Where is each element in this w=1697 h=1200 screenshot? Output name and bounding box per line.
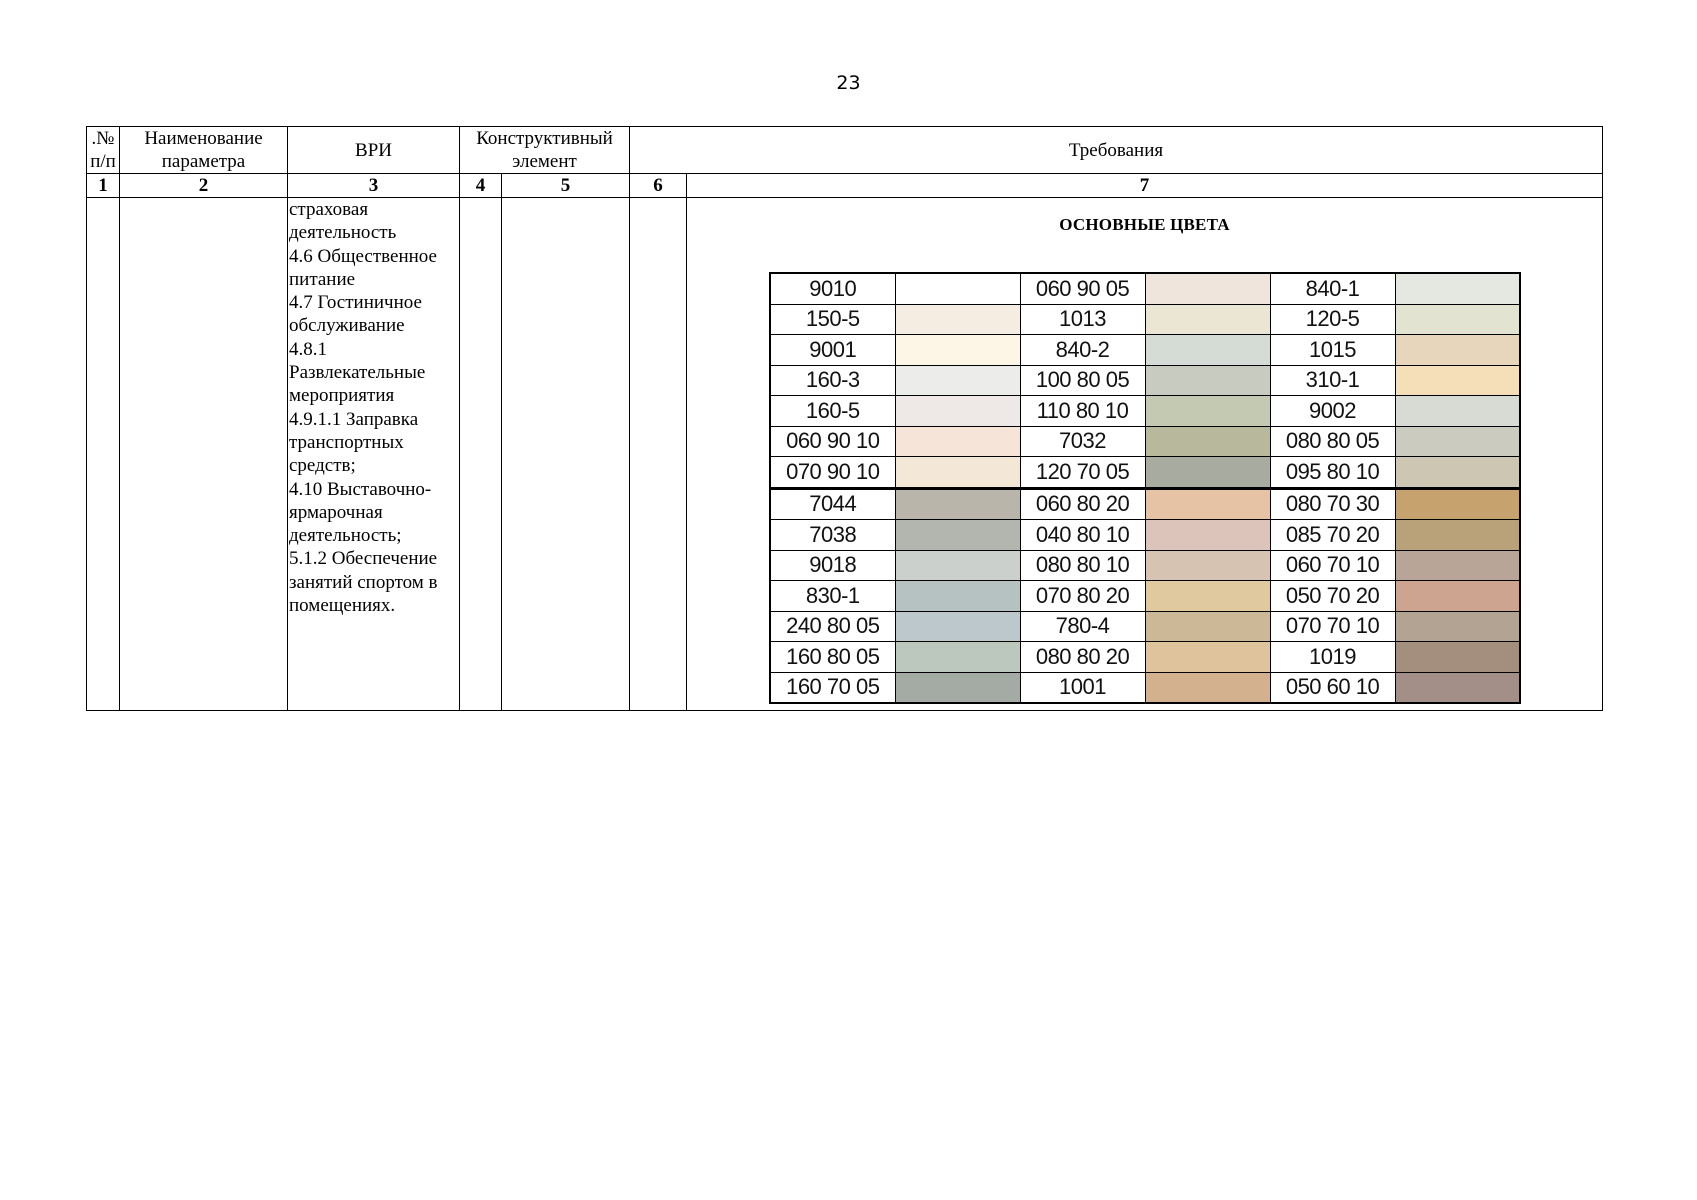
page-number: 23 [836, 72, 861, 94]
vri-cell [288, 198, 460, 711]
col-number: 6 [630, 174, 687, 198]
col-number: 3 [288, 174, 460, 198]
color-code: 840-1 [1270, 273, 1395, 304]
color-code: 060 90 10 [770, 426, 895, 457]
color-swatch [1395, 273, 1520, 304]
color-swatch [1145, 304, 1270, 335]
color-swatch [1395, 581, 1520, 612]
color-swatch [1145, 365, 1270, 396]
param-cell [120, 198, 288, 711]
header-element: Конструктивный элемент [460, 127, 630, 174]
color-code: 040 80 10 [1020, 520, 1145, 551]
col-number: 7 [687, 174, 1603, 198]
color-swatch [895, 457, 1020, 489]
color-code: 1001 [1020, 672, 1145, 703]
header-num: .№ п/п [87, 127, 120, 174]
palette-row [770, 520, 1520, 551]
palette-row [770, 457, 1520, 489]
column-number-row [87, 174, 1603, 198]
color-swatch [1395, 488, 1520, 520]
color-swatch [895, 304, 1020, 335]
color-swatch [895, 273, 1020, 304]
color-code: 160-3 [770, 365, 895, 396]
requirements-cell [687, 198, 1603, 711]
color-code: 150-5 [770, 304, 895, 335]
vri-line: Развлекательные [289, 362, 426, 384]
color-code: 840-2 [1020, 335, 1145, 366]
color-swatch [1145, 520, 1270, 551]
color-swatch [1145, 672, 1270, 703]
color-swatch [1395, 550, 1520, 581]
color-code: 060 70 10 [1270, 550, 1395, 581]
requirements-table [86, 126, 1603, 711]
vri-line: транспортных [289, 431, 404, 453]
palette-row [770, 488, 1520, 520]
color-code: 1019 [1270, 642, 1395, 673]
color-code: 070 90 10 [770, 457, 895, 489]
color-code: 160 70 05 [770, 672, 895, 703]
palette-row [770, 642, 1520, 673]
color-code: 070 70 10 [1270, 611, 1395, 642]
num-cell [87, 198, 120, 711]
color-swatch [895, 365, 1020, 396]
color-code: 080 80 20 [1020, 642, 1145, 673]
color-swatch [895, 488, 1020, 520]
color-code: 100 80 05 [1020, 365, 1145, 396]
palette-row [770, 550, 1520, 581]
color-code: 160-5 [770, 396, 895, 427]
color-code: 095 80 10 [1270, 457, 1395, 489]
color-swatch [895, 642, 1020, 673]
color-code: 9010 [770, 273, 895, 304]
vri-line: мероприятия [289, 385, 395, 407]
color-code: 310-1 [1270, 365, 1395, 396]
color-code: 160 80 05 [770, 642, 895, 673]
color-code: 7038 [770, 520, 895, 551]
color-swatch [1145, 426, 1270, 457]
palette-row [770, 611, 1520, 642]
color-swatch [895, 426, 1020, 457]
color-code: 080 80 10 [1020, 550, 1145, 581]
color-code: 780-4 [1020, 611, 1145, 642]
color-code: 1015 [1270, 335, 1395, 366]
element-cell-a [460, 198, 502, 711]
color-swatch [1145, 581, 1270, 612]
col-number: 1 [87, 174, 120, 198]
palette-row [770, 396, 1520, 427]
color-code: 060 80 20 [1020, 488, 1145, 520]
color-code: 060 90 05 [1020, 273, 1145, 304]
color-code: 050 70 20 [1270, 581, 1395, 612]
content-row [87, 198, 1603, 711]
color-swatch [1395, 520, 1520, 551]
vri-line: 5.1.2 Обеспечение [289, 548, 438, 570]
color-swatch [1395, 672, 1520, 703]
vri-line: 4.8.1 [289, 338, 327, 360]
color-swatch [1145, 457, 1270, 489]
vri-line: 4.6 Общественное [289, 245, 437, 267]
col-number: 4 [460, 174, 502, 198]
color-code: 050 60 10 [1270, 672, 1395, 703]
color-swatch [1395, 304, 1520, 335]
palette-row [770, 335, 1520, 366]
vri-line: страховая [289, 199, 369, 220]
color-code: 110 80 10 [1020, 396, 1145, 427]
color-code: 7044 [770, 488, 895, 520]
color-swatch [1145, 396, 1270, 427]
color-swatch [1145, 273, 1270, 304]
color-swatch [1395, 335, 1520, 366]
vri-line: деятельность [289, 222, 397, 244]
color-swatch [895, 520, 1020, 551]
color-swatch [895, 672, 1020, 703]
color-code: 7032 [1020, 426, 1145, 457]
vri-line: занятий спортом в [289, 571, 438, 593]
vri-line: помещениях. [289, 595, 396, 617]
color-swatch [1395, 611, 1520, 642]
color-swatch [1145, 550, 1270, 581]
vri-line: 4.10 Выставочно- [289, 478, 432, 500]
header-row [87, 127, 1603, 174]
col-number: 5 [502, 174, 630, 198]
color-swatch [1395, 365, 1520, 396]
color-swatch [1395, 642, 1520, 673]
color-code: 9002 [1270, 396, 1395, 427]
vri-line: средств; [289, 455, 356, 477]
color-swatch [895, 611, 1020, 642]
vri-line: ярмарочная [289, 501, 383, 523]
color-code: 830-1 [770, 581, 895, 612]
header-param: Наименование параметра [120, 127, 288, 174]
color-code: 120 70 05 [1020, 457, 1145, 489]
color-swatch [1145, 642, 1270, 673]
color-code: 070 80 20 [1020, 581, 1145, 612]
color-swatch [1395, 457, 1520, 489]
color-code: 9018 [770, 550, 895, 581]
color-code: 085 70 20 [1270, 520, 1395, 551]
color-code: 120-5 [1270, 304, 1395, 335]
palette-row [770, 304, 1520, 335]
palette-row [770, 365, 1520, 396]
color-swatch [1395, 426, 1520, 457]
vri-line: деятельность; [289, 525, 402, 547]
color-palette [769, 272, 1521, 704]
palette-row [770, 672, 1520, 703]
palette-row [770, 426, 1520, 457]
header-vri: ВРИ [288, 127, 460, 174]
vri-line: питание [289, 268, 356, 290]
color-swatch [895, 550, 1020, 581]
color-swatch [1145, 488, 1270, 520]
header-requirements: Требования [630, 127, 1603, 174]
color-swatch [895, 335, 1020, 366]
color-swatch [1395, 396, 1520, 427]
color-code: 080 70 30 [1270, 488, 1395, 520]
vri-line: 4.9.1.1 Заправка [289, 408, 419, 430]
color-swatch [1145, 611, 1270, 642]
element-cell-b [502, 198, 630, 711]
color-code: 080 80 05 [1270, 426, 1395, 457]
color-swatch [895, 396, 1020, 427]
col-number: 2 [120, 174, 288, 198]
vri-line: 4.7 Гостиничное [289, 292, 422, 314]
palette-title: ОСНОВНЫЕ ЦВЕТА [1059, 215, 1230, 234]
color-swatch [895, 581, 1020, 612]
palette-row [770, 581, 1520, 612]
color-swatch [1145, 335, 1270, 366]
color-code: 240 80 05 [770, 611, 895, 642]
palette-row [770, 273, 1520, 304]
vri-line: обслуживание [289, 315, 405, 337]
color-code: 1013 [1020, 304, 1145, 335]
color-code: 9001 [770, 335, 895, 366]
col6-cell [630, 198, 687, 711]
